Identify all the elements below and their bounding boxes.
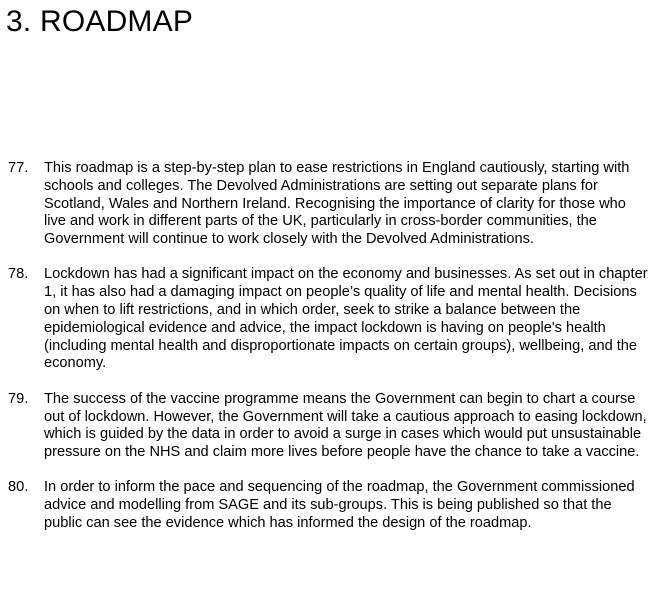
paragraph-text: This roadmap is a step-by-step plan to ease restrictions in England cautiously, starting with schools and colleges. The Devolved Administrations are setting out separate plans for Scotland, Wales and Northern Ireland. Recognising the importance of clarity for those who live and work in different parts of the UK, particularly in cross-border communities, the Government will continue to work closely with the Devolved Administrations.: [44, 160, 630, 248]
paragraph-number: 80.: [8, 479, 29, 496]
paragraph-number: 78.: [8, 266, 29, 283]
paragraph-number: 77.: [8, 160, 29, 176]
paragraph-78: [8, 266, 648, 373]
paragraph-80: [8, 479, 648, 532]
paragraph-text: In order to inform the pace and sequencing of the roadmap, the Government commissioned advice and modelling from SAGE and its sub-groups. This is being published so that the public can see the evidence which has informed the design of the roadmap.: [44, 479, 635, 532]
paragraph-list: [8, 160, 648, 550]
paragraph-text: The success of the vaccine programme means the Government can begin to chart a course out of lockdown. However, the Government will take a cautious approach to easing lockdown, which is guided by the data in order to avoid a surge in cases which would put unsustainable pressure on the NHS and claim more lives before people have the chance to take a vaccine.: [44, 390, 647, 461]
paragraph-text: Lockdown has had a significant impact on the economy and businesses. As set out in chapter 1, it has also had a damaging impact on people’s quality of life and mental health. Decisions on when to lift restrictions, and in which order, seek to strike a balance between the epidemiological evidence and advice, the impact lockdown is having on people's health (including mental health and disproportionate impacts on certain groups), wellbeing, and the economy.: [44, 266, 648, 372]
paragraph-number: 79.: [8, 390, 29, 407]
paragraph-79: [8, 391, 648, 462]
paragraph-77: [8, 160, 648, 249]
page-title: 3. ROADMAP: [6, 5, 194, 38]
